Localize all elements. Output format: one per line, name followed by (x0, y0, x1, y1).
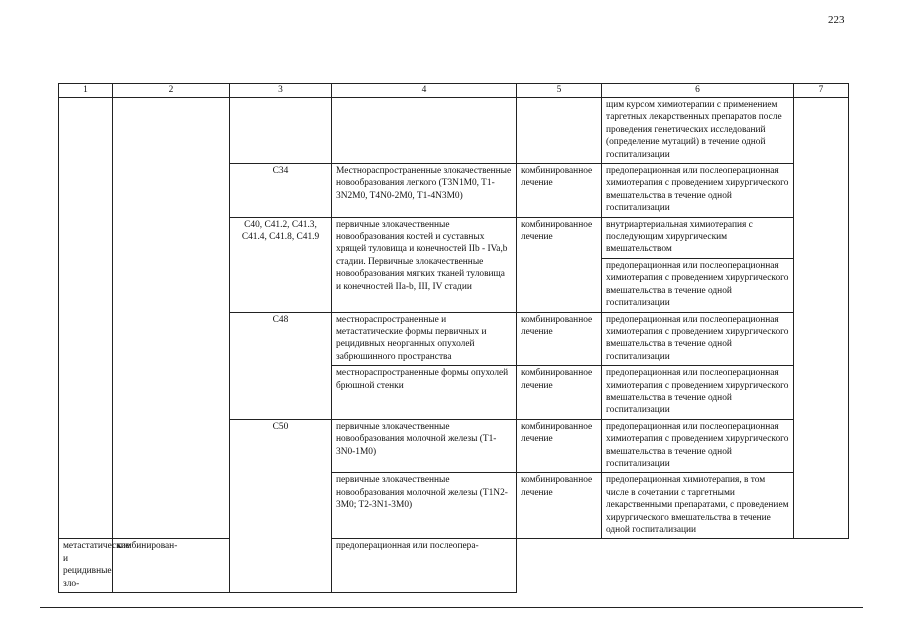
diagnosis-cell: метастатические и рецидивные зло- (59, 539, 113, 593)
diagnosis-cell: первичные злокачественные новообразования молочной железы (T1-3N0-1M0) (332, 419, 517, 473)
treatment-cell: комбинированное лечение (517, 312, 602, 366)
icd-code-cell: C48 (230, 312, 332, 419)
method-cell: предоперационная или послеоперационная химиотерапия с проведением хирургического вмешательства в течение одной госпитализации (602, 258, 794, 312)
diagnosis-cell: местнораспространенные и метастатические формы первичных и рецидивных неорганных опухолей забрюшинного пространства (332, 312, 517, 366)
treatment-cell: комбинированное лечение (517, 366, 602, 420)
icd-code-cell: C40, C41.2, C41.3, C41.4, C41.8, C41.9 (230, 217, 332, 312)
column-header: 3 (230, 84, 332, 98)
column-header: 2 (113, 84, 230, 98)
column-header: 1 (59, 84, 113, 98)
medical-care-table (58, 83, 849, 593)
treatment-cell: комбинированное лечение (517, 164, 602, 218)
treatment-cell: комбинированное лечение (517, 419, 602, 473)
method-cell: предоперационная или послеопера- (332, 539, 517, 593)
icd-code-cell: C34 (230, 164, 332, 218)
diagnosis-cell: первичные злокачественные новообразования костей и суставных хрящей туловища и конечностей IIb - IVa,b стадии. Первичные злокачественные новообразования мягких тканей туловища и конечностей IIa-b, III, IV стадии (332, 217, 517, 312)
column-2-cell (113, 98, 230, 539)
table-row (59, 539, 849, 593)
treatment-cell: комбинированное лечение (517, 217, 602, 312)
treatment-cell: комбинирован- (113, 539, 230, 593)
column-1-cell (59, 98, 113, 539)
diagnosis-cell (332, 98, 517, 164)
method-cell: предоперационная или послеоперационная химиотерапия с проведением хирургического вмешательства в течение одной госпитализации (602, 419, 794, 473)
column-number-row (59, 84, 849, 98)
method-cell: предоперационная или послеоперационная химиотерапия с проведением хирургического вмешательства в течение одной госпитализации (602, 366, 794, 420)
page-bottom-rule (40, 607, 863, 608)
diagnosis-cell: первичные злокачественные новообразования молочной железы (T1N2-3M0; T2-3N1-3M0) (332, 473, 517, 539)
method-cell: предоперационная химиотерапия, в том числе в сочетании с таргетными лекарственными препаратами, с проведением хирургического вмешательства в течение одной госпитализации (602, 473, 794, 539)
method-cell: щим курсом химиотерапии с применением таргетных лекарственных препаратов после проведения генетических исследований (определение мутаций) в течение одной госпитализации (602, 98, 794, 164)
column-7-cell (794, 98, 849, 539)
column-header: 4 (332, 84, 517, 98)
method-cell: предоперационная или послеоперационная химиотерапия с проведением хирургического вмешательства в течение одной госпитализации (602, 312, 794, 366)
treatment-cell: комбинированное лечение (517, 473, 602, 539)
icd-code-cell: C50 (230, 419, 332, 592)
method-cell: внутриартериальная химиотерапия с последующим хирургическим вмешательством (602, 217, 794, 258)
table-row (59, 98, 849, 164)
column-header: 6 (602, 84, 794, 98)
diagnosis-cell: местнораспространенные формы опухолей брюшной стенки (332, 366, 517, 420)
page-number: 223 (828, 14, 845, 26)
column-header: 5 (517, 84, 602, 98)
diagnosis-cell: Местнораспространенные злокачественные новообразования легкого (T3N1M0, T1-3N2M0, T4N0-2M0, T1-4N3M0) (332, 164, 517, 218)
treatment-cell (517, 98, 602, 164)
column-header: 7 (794, 84, 849, 98)
method-cell: предоперационная или послеоперационная химиотерапия с проведением хирургического вмешательства в течение одной госпитализации (602, 164, 794, 218)
icd-code-cell (230, 98, 332, 164)
